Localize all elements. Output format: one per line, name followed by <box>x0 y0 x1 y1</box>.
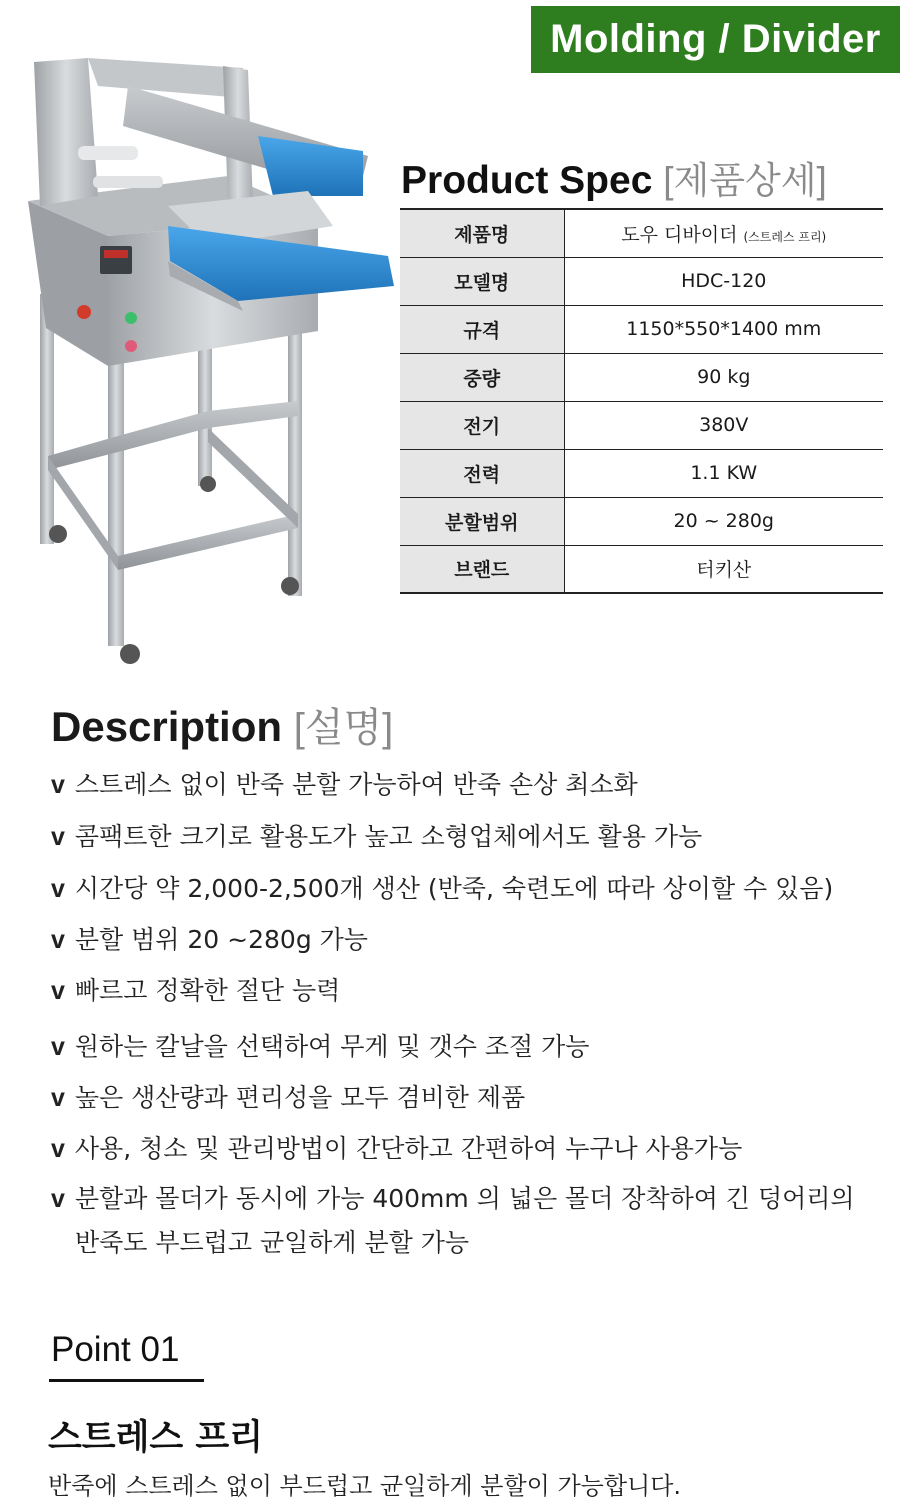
list-item <box>51 768 638 802</box>
check-icon: v <box>51 823 65 851</box>
list-item-text: 원하는 칼날을 선택하여 무게 및 갯수 조절 가능 <box>74 1032 590 1061</box>
spec-value: 1.1 KW <box>564 449 883 497</box>
description-title-text: Description <box>51 703 283 750</box>
point-title: Point 01 <box>51 1330 180 1369</box>
spec-title <box>401 150 827 204</box>
spec-value: HDC-120 <box>564 257 883 305</box>
spec-title-text: Product Spec <box>401 159 653 202</box>
list-item-text: 시간당 약 2,000-2,500개 생산 (반죽, 숙련도에 따라 상이할 수 있음) <box>74 874 834 903</box>
check-icon: v <box>51 926 65 954</box>
spec-key: 전기 <box>400 401 564 449</box>
list-item-text: 콤팩트한 크기로 활용도가 높고 소형업체에서도 활용 가능 <box>74 822 703 851</box>
list-item-text: 분할과 몰더가 동시에 가능 400mm 의 넓은 몰더 장착하여 긴 덩어리의 <box>74 1184 855 1213</box>
check-icon: v <box>51 771 65 799</box>
list-item-text: 빠르고 정확한 절단 능력 <box>74 976 341 1005</box>
spec-title-sub: [제품상세] <box>663 160 827 201</box>
category-badge: Molding / Divider <box>531 6 900 73</box>
spec-key: 브랜드 <box>400 545 564 593</box>
dough-divider-machine-icon <box>18 56 398 668</box>
description-title <box>51 696 393 753</box>
check-icon: v <box>51 1033 65 1061</box>
spec-value-note: (스트레스 프리) <box>743 229 827 244</box>
spec-table <box>400 208 883 594</box>
list-item <box>51 1081 525 1115</box>
list-item <box>51 974 340 1008</box>
table-row <box>400 209 883 257</box>
check-icon: v <box>51 875 65 903</box>
list-item-text: 스트레스 없이 반죽 분할 가능하여 반죽 손상 최소화 <box>74 770 638 799</box>
spec-value: 터키산 <box>564 545 883 593</box>
spec-key: 전력 <box>400 449 564 497</box>
list-item <box>51 820 702 854</box>
check-icon: v <box>51 1084 65 1112</box>
spec-key: 분할범위 <box>400 497 564 545</box>
description-title-sub: [설명] <box>293 706 394 750</box>
list-item <box>51 1030 589 1064</box>
check-icon: v <box>51 977 65 1005</box>
point-heading: 스트레스 프리 <box>48 1418 264 1458</box>
table-row <box>400 305 883 353</box>
list-item-continuation: 반죽도 부드럽고 균일하게 분할 가능 <box>75 1228 470 1257</box>
list-item-text: 사용, 청소 및 관리방법이 간단하고 간편하여 누구나 사용가능 <box>74 1134 743 1163</box>
spec-value: 90 kg <box>564 353 883 401</box>
spec-key: 규격 <box>400 305 564 353</box>
list-item <box>51 1132 742 1166</box>
spec-key: 모델명 <box>400 257 564 305</box>
list-item <box>51 872 833 906</box>
spec-key: 제품명 <box>400 209 564 257</box>
table-row <box>400 353 883 401</box>
table-row <box>400 545 883 593</box>
table-row <box>400 497 883 545</box>
spec-value: 380V <box>564 401 883 449</box>
point-underline <box>49 1379 204 1382</box>
spec-value-text: 도우 디바이더 <box>621 223 738 246</box>
spec-value: 20 ~ 280g <box>564 497 883 545</box>
table-row <box>400 449 883 497</box>
list-item-text: 분할 범위 20 ~280g 가능 <box>74 925 368 954</box>
spec-key: 중량 <box>400 353 564 401</box>
list-item-text: 높은 생산량과 편리성을 모두 겸비한 제품 <box>74 1083 526 1112</box>
spec-value: 1150*550*1400 mm <box>564 305 883 353</box>
table-row <box>400 257 883 305</box>
list-item <box>51 923 368 957</box>
check-icon: v <box>51 1185 65 1213</box>
spec-value <box>564 209 883 257</box>
table-row <box>400 401 883 449</box>
list-item <box>51 1182 855 1260</box>
point-body: 반죽에 스트레스 없이 부드럽고 균일하게 분할이 가능합니다. <box>48 1472 682 1500</box>
check-icon: v <box>51 1135 65 1163</box>
